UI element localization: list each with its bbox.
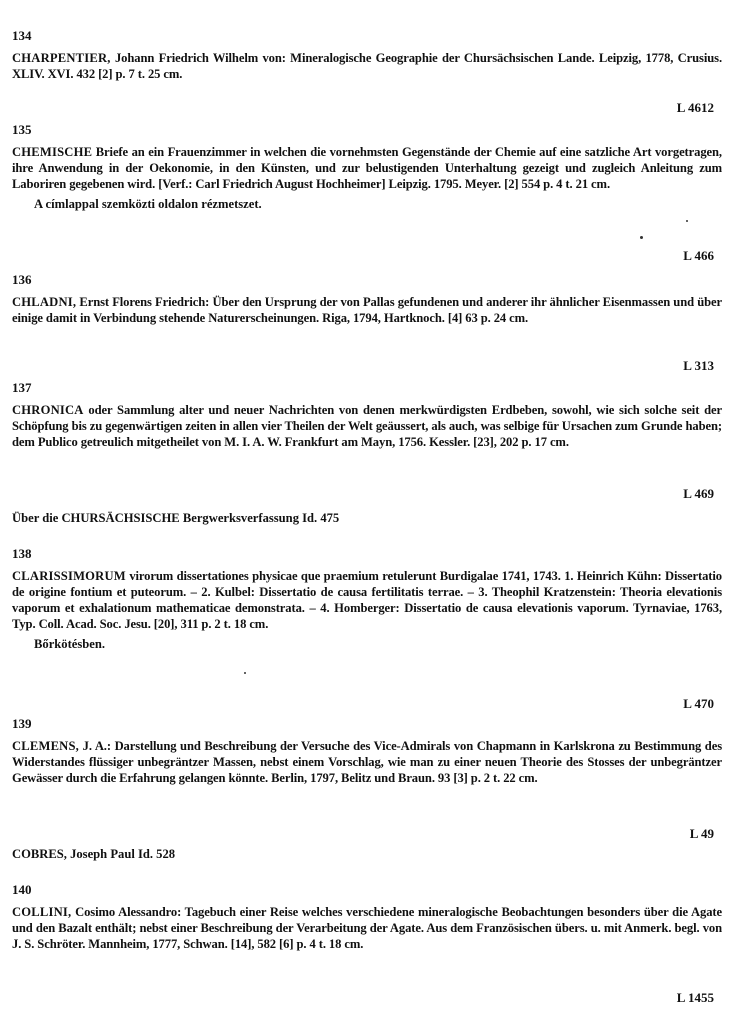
entry-text [12,294,722,326]
entry-number: 135 [12,122,32,137]
entry-number: 140 [12,882,32,897]
entry-heading: CHARPENTIER, [12,51,111,65]
entry-note: A címlappal szemközti oldalon rézmetszet. [34,197,262,211]
entry-text [12,904,722,952]
entry-heading: CHLADNI, [12,295,77,309]
scan-speck [244,672,246,674]
entry-body: Briefe an ein Frauenzimmer in welchen die vornehmsten Gegenstände der Chemie auf eine satzliche Art vorgetragen, ihre Anwendung in der Oekonomie, in den Künsten, und zur belustigenden Unterhaltung gezeigt und zugleich Anleitung zum Laboriren gegebenen wird. [Verf.: Carl Friedrich August Hochheimer] Leipzig. 1795. Meyer. [2] 554 p. 4 t. 21 cm. [12,145,722,191]
cross-reference: Über die CHURSÄCHSISCHE Bergwerksverfassung Id. 475 [12,511,340,525]
shelfmark-134: L 4612 [676,100,714,115]
entry-136 [12,272,722,326]
entry-number: 136 [12,272,32,287]
shelfmark-138: L 470 [683,696,714,711]
entry-body: Ernst Florens Friedrich: Über den Ursprung der von Pallas gefundenen und anderer ihr ähnlicher Eisenmassen und über einige damit in Verbindung stehende Naturerscheinungen. Riga, 1794, Hartknoch. [4] 63 p. 24 cm. [12,295,722,325]
entry-heading: CLEMENS, [12,739,80,753]
shelfmark-137: L 469 [683,486,714,501]
entry-heading: CLARISSIMORUM [12,569,126,583]
shelfmark-139: L 49 [689,826,714,841]
entry-138 [12,546,722,652]
entry-note: Bőrkötésben. [34,637,106,651]
shelfmark-140: L 1455 [676,990,714,1005]
entry-body: oder Sammlung alter und neuer Nachrichten von denen merkwürdigsten Erdbeben, sowohl, wie sich solche seit der Schöpfung bis zu gegenwärtigen zeiten in allen vier Theilen der Welt geäussert, als auch, was selbige für Ursachen zum Grunde haben; dem Publico getreulich mitgetheilet von M. I. A. W. Frankfurt am Mayn, 1756. Kessler. [23], 202 p. 17 cm. [12,403,722,449]
entry-heading: CHRONICA [12,403,84,417]
entry-135 [12,122,722,212]
entry-text [12,402,722,450]
entry-text [12,144,722,192]
entry-137 [12,380,722,450]
entry-heading: COLLINI, [12,905,72,919]
entry-body: J. A.: Darstellung und Beschreibung der Versuche des Vice-Admirals von Chapmann in Karlskrona zu Bestimmung des Widerstandes flüssiger unbegräntzer Massen, nebst einem Vorschlag, wie man zu einer neuen Theorie des Stosses der unbegräntzer Gewässer durch die Erfahrung gelangen könnte. Berlin, 1797, Belitz und Braun. 93 [3] p. 2 t. 22 cm. [12,739,722,785]
entry-number: 138 [12,546,32,561]
entry-body: Johann Friedrich Wilhelm von: Mineralogische Geographie der Chursächsischen Lande. Leipzig, 1778, Crusius. XLIV. XVI. 432 [2] p. 7 t. 25 cm. [12,51,722,81]
entry-heading: CHEMISCHE [12,145,93,159]
entry-body: virorum dissertationes physicae que praemium retulerunt Burdigalae 1741, 1743. 1. Heinrich Kühn: Dissertatio de origine fontium et puteorum. – 2. Kulbel: Dissertatio de causa fertilitatis terrae. – 3. Theophil Kratzenstein: Theoria elevationis vaporum et exhalationum mathematicae demonstrata. – 4. Homberger: Dissertatio de causa elevationis vaporum. Tyrnaviae, 1763, Typ. Coll. Acad. Soc. Jesu. [20], 311 p. 2 t. 18 cm. [12,569,722,631]
scan-speck [640,236,643,239]
entry-text [12,50,722,82]
entry-body: Cosimo Alessandro: Tagebuch einer Reise welches verschiedene mineralogische Beobachtungen besonders über die Agate und den Bazalt enthält; nebst einer Beschreibung der Verarbeitung der Agate. Aus dem Französischen übers. u. mit Anmerk. begl. von J. S. Schröter. Mannheim, 1777, Schwan. [14], 582 [6] p. 4 t. 18 cm. [12,905,722,951]
entry-134 [12,28,722,82]
entry-text [12,738,722,786]
entry-number: 137 [12,380,32,395]
shelfmark-135: L 466 [683,248,714,263]
entry-text [12,568,722,632]
shelfmark-136: L 313 [683,358,714,373]
entry-number: 139 [12,716,32,731]
scan-speck [686,220,688,222]
entry-number: 134 [12,28,32,43]
entry-140 [12,882,722,952]
entry-139 [12,716,722,786]
cross-reference: COBRES, Joseph Paul Id. 528 [12,847,176,861]
